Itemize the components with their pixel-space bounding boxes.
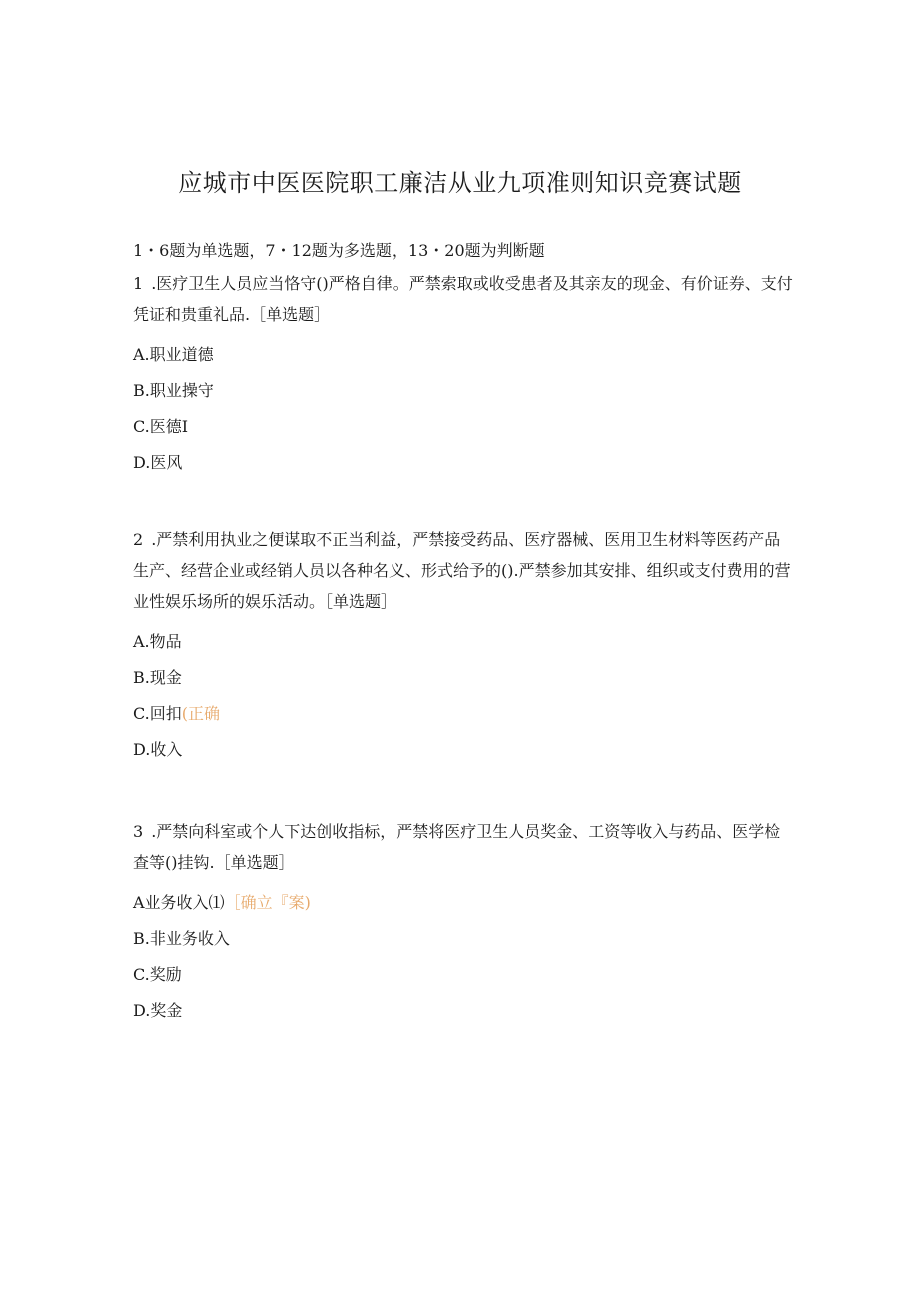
option-list xyxy=(133,893,793,1037)
option-d[interactable] xyxy=(133,740,793,776)
option-a[interactable] xyxy=(133,345,793,381)
question-2 xyxy=(133,524,793,776)
answer-mark: ［确立『案) xyxy=(224,893,311,912)
option-c[interactable] xyxy=(133,965,793,1001)
instructions: 1・6题为单选题，7・12题为多选题，13・20题为判断题 xyxy=(133,241,545,260)
question-text: .严禁利用执业之便谋取不正当利益，严禁接受药品、医疗器械、医用卫生材料等医药产品生产、经营企业或经销人员以各种名义、形式给予的().严禁参加其安排、组织或支付费用的营业性娱乐场所的娱乐活动。［单选题］ xyxy=(133,530,791,611)
option-text: A业务收入⑴ xyxy=(133,893,225,912)
option-text: D.奖金 xyxy=(133,1001,183,1020)
option-d[interactable] xyxy=(133,1001,793,1037)
option-text: B.非业务收入 xyxy=(133,929,230,948)
option-a[interactable] xyxy=(133,632,793,668)
option-text: C.回扣 xyxy=(133,704,182,723)
option-a[interactable] xyxy=(133,893,793,929)
question-stem xyxy=(133,816,793,878)
question-1 xyxy=(133,268,793,489)
option-text: D.医风 xyxy=(133,453,183,472)
option-list xyxy=(133,345,793,489)
option-text: B.现金 xyxy=(133,668,182,687)
option-b[interactable] xyxy=(133,381,793,417)
option-d[interactable] xyxy=(133,453,793,489)
option-list xyxy=(133,632,793,776)
option-text: D.收入 xyxy=(133,740,183,759)
question-stem xyxy=(133,268,793,330)
option-text: B.职业操守 xyxy=(133,381,214,400)
question-text: .严禁向科室或个人下达创收指标，严禁将医疗卫生人员奖金、工资等收入与药品、医学检查等()挂钩.［单选题］ xyxy=(133,822,781,872)
option-text: C.医德I xyxy=(133,417,189,436)
option-text: A.职业道德 xyxy=(133,345,214,364)
question-3 xyxy=(133,816,793,1037)
option-text: A.物品 xyxy=(133,632,182,651)
answer-mark: (正确 xyxy=(181,704,221,723)
option-c[interactable] xyxy=(133,704,793,740)
question-text: .医疗卫生人员应当恪守()严格自律。严禁索取或收受患者及其亲友的现金、有价证券、支付凭证和贵重礼品.［单选题］ xyxy=(133,274,793,324)
question-number: 2 xyxy=(133,530,144,549)
question-stem xyxy=(133,524,793,617)
option-b[interactable] xyxy=(133,668,793,704)
option-c[interactable] xyxy=(133,417,793,453)
page-title: 应城市中医医院职工廉洁从业九项准则知识竞赛试题 xyxy=(178,169,742,197)
question-number: 3 xyxy=(133,822,144,841)
option-text: C.奖励 xyxy=(133,965,182,984)
option-b[interactable] xyxy=(133,929,793,965)
question-number: 1 xyxy=(133,274,144,293)
